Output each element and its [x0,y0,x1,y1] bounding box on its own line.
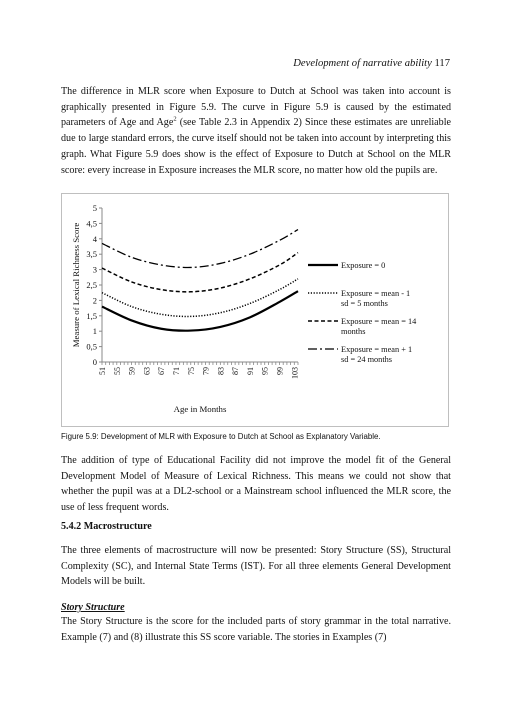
y-tick-label: 2,5 [86,280,97,290]
x-tick-label: 87 [231,367,241,375]
x-tick-label: 67 [157,367,167,375]
y-tick-label: 0,5 [86,341,97,352]
running-head-title: Development of narrative ability [293,58,432,69]
x-tick-label: 99 [275,367,285,375]
paragraph-1-text: The difference in MLR score when Exposure to Dutch at School was taken into account is graphically presented in Figure 5.9. The curve in Figure 5.9 is caused by the estimated parameters of Age and Age [61,86,451,129]
x-tick-label: 63 [142,367,152,375]
x-tick-label: 51 [98,367,107,375]
series-line-4 [102,230,298,268]
figure-caption: Figure 5.9: Development of MLR with Exposure to Dutch at School as Explanatory Variable. [61,432,381,441]
paragraph-2: The addition of type of Educational Facility did not improve the model fit of the General Development Model of Measure of Lexical Richness. This means we could not show that whether the pupil was at a DL2-school or a Mainstream school influenced the MLR score, the use of less frequent words. [61,455,451,514]
x-tick-label: 83 [216,367,226,375]
x-tick-label: 75 [186,367,196,375]
y-tick-label: 4,5 [86,218,97,229]
paragraph-4: The Story Structure is the score for the included parts of story grammar in the total narrative. Example (7) and (8) illustrate this SS score variable. The stories in Examples (7) [61,616,451,643]
legend-label-3: Exposure = mean = 14 months [341,317,417,336]
x-tick-label: 55 [112,367,122,375]
section-heading: 5.4.2 Macrostructure [61,521,152,532]
legend-label-1: Exposure = 0 [341,261,386,270]
x-tick-label: 79 [201,367,211,375]
x-tick-label: 95 [260,367,270,375]
subheading-story-structure: Story Structure [61,602,125,613]
paragraph-3: The three elements of macrostructure will now be presented: Story Structure (SS), Structural Complexity (SC), and Internal State Terms (IST). For all three elements General Development Models will be built. [61,545,451,588]
x-tick-label: 71 [171,367,181,375]
y-tick-label: 5 [92,203,97,213]
y-tick-label: 3 [92,264,97,275]
y-tick-label: 1,5 [86,310,97,321]
series-line-2 [102,279,298,317]
x-axis-label: Age in Months [173,404,227,414]
figure-5-9-chart [61,193,449,427]
legend-label-2: Exposure = mean - 1 sd = 5 months [341,289,411,308]
y-tick-label: 0 [92,357,97,367]
y-tick-label: 3,5 [86,249,97,260]
x-tick-label: 103 [290,367,300,379]
chart-svg [62,194,450,428]
y-tick-label: 4 [92,233,97,244]
y-axis-label: Measure of Lexical Richness Score [71,222,81,348]
y-tick-label: 1 [92,326,97,337]
running-head [293,58,450,69]
paragraph-1-rest: (see Table 2.3 in Appendix 2) Since these estimates are unreliable due to large standard errors, the curve itself should not be taken into account by interpreting this graph. What Figure 5.9 does show is the effect of Exposure to Dutch at School on the MLR score: every increase in Exposure increases the MLR score, no matter how old the pupils are. [61,117,451,176]
superscript-2: 2 [173,116,177,124]
series-line-1 [102,291,298,331]
x-tick-label: 91 [245,367,255,375]
page-number: 117 [434,58,450,69]
series-line-3 [102,253,298,292]
y-tick-label: 2 [92,295,97,306]
paragraph-1 [61,84,451,178]
x-tick-label: 59 [127,367,137,375]
legend-label-4: Exposure = mean + 1 sd = 24 months [341,345,413,364]
